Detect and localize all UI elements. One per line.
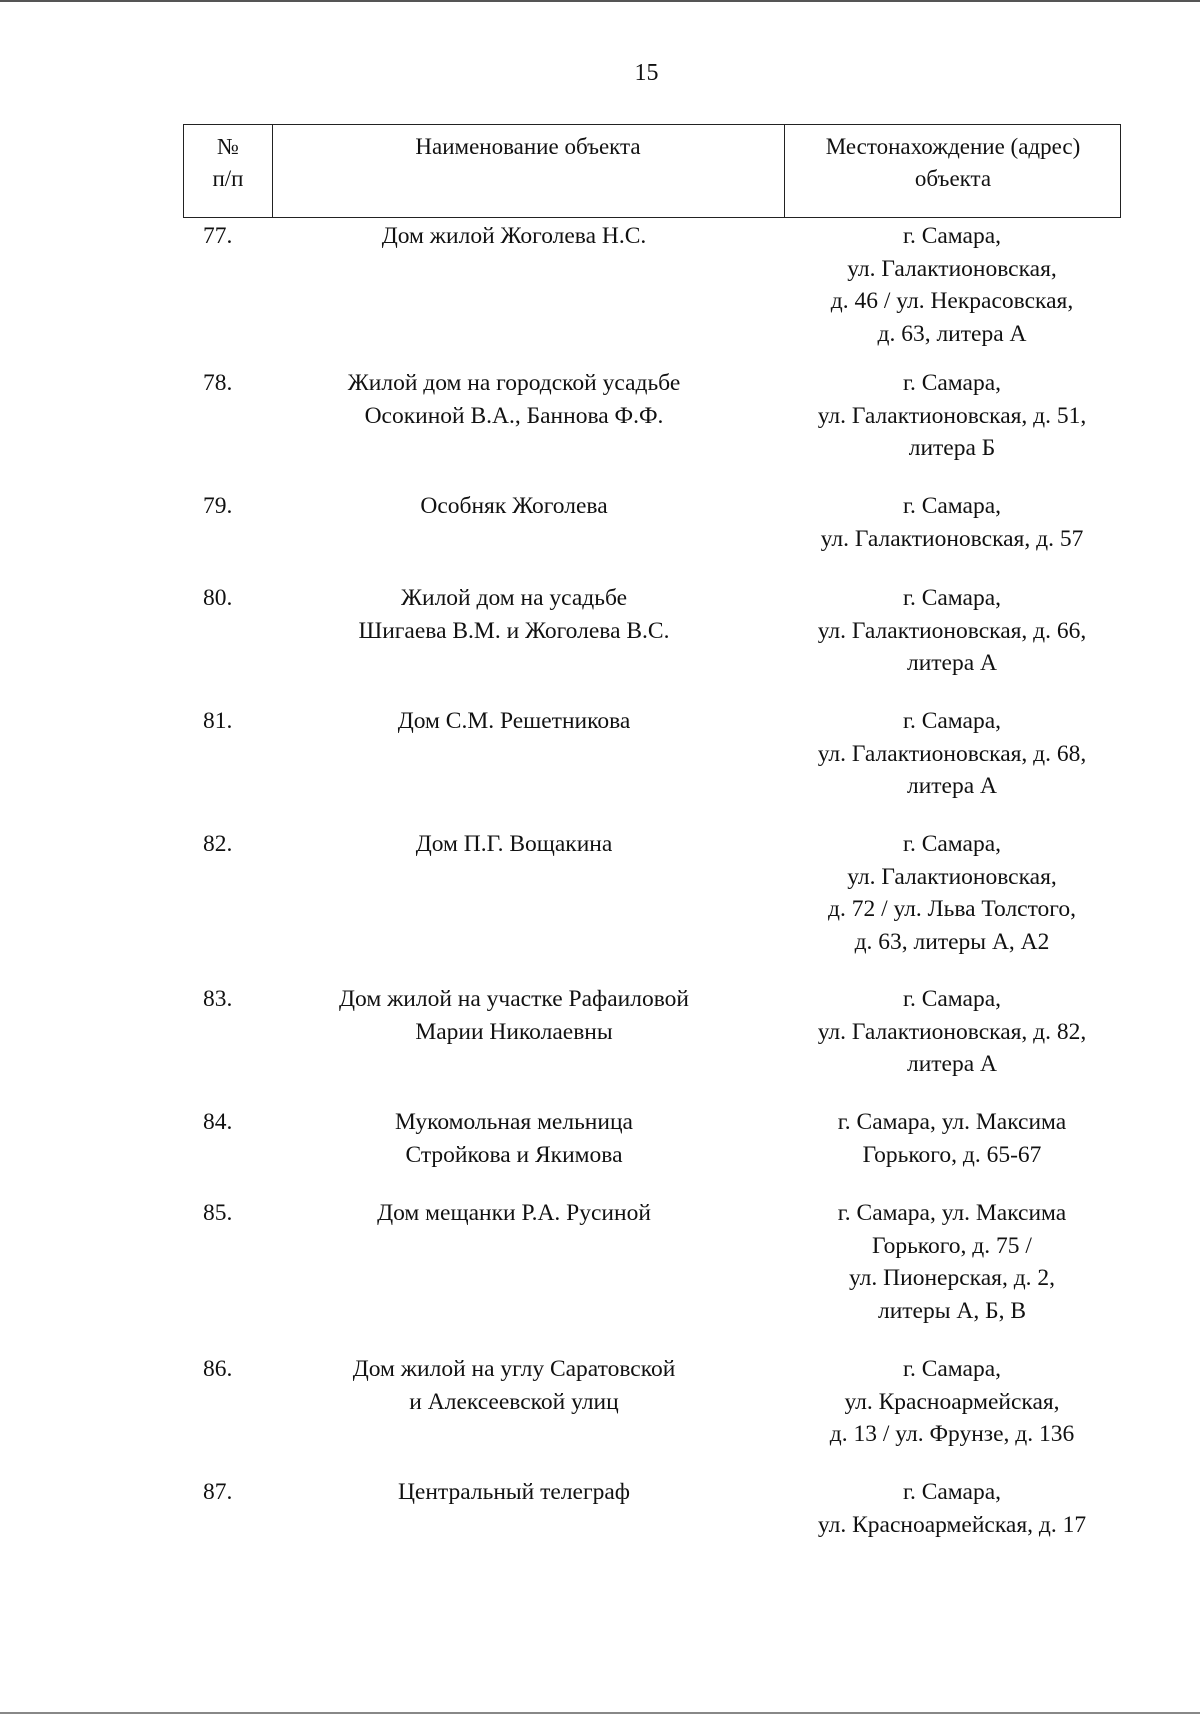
object-name: Центральный телеграф bbox=[397, 1479, 631, 1505]
header-object-address bbox=[784, 131, 1122, 195]
object-name: Жилой дом на городской усадьбе Осокиной В.А., Баннова Ф.Ф. bbox=[347, 370, 681, 429]
object-name: Дом П.Г. Вощакина bbox=[415, 831, 613, 857]
row-number: 81. bbox=[203, 708, 233, 734]
row-number: 82. bbox=[203, 831, 233, 857]
page-number: 15 bbox=[634, 60, 659, 86]
row-number: 86. bbox=[203, 1356, 233, 1382]
header-object-name bbox=[272, 131, 784, 163]
row-number: 87. bbox=[203, 1479, 233, 1505]
object-name: Дом С.М. Решетникова bbox=[397, 708, 631, 734]
object-address: г. Самара, ул. Галактионовская, д. 46 / ул. Некрасовская, д. 63, литера А bbox=[830, 223, 1074, 347]
object-name: Дом жилой на участке Рафаиловой Марии Николаевны bbox=[338, 986, 689, 1045]
object-name: Жилой дом на усадьбе Шигаева В.М. и Жоголева В.С. bbox=[358, 585, 670, 644]
object-name: Дом жилой Жоголева Н.С. bbox=[381, 223, 647, 249]
object-address: г. Самара, ул. Галактионовская, д. 51, литера Б bbox=[817, 370, 1087, 461]
header-object-name-text: Наименование объекта bbox=[415, 134, 641, 159]
row-number: 85. bbox=[203, 1200, 233, 1226]
row-number: 77. bbox=[203, 223, 233, 249]
header-number bbox=[184, 131, 272, 195]
object-address: г. Самара, ул. Галактионовская, д. 68, литера А bbox=[817, 708, 1087, 799]
table-header bbox=[183, 124, 1121, 218]
row-number: 79. bbox=[203, 493, 233, 519]
row-number: 83. bbox=[203, 986, 233, 1012]
object-address: г. Самара, ул. Максима Горького, д. 65-67 bbox=[837, 1109, 1067, 1168]
object-name: Особняк Жоголева bbox=[420, 493, 608, 519]
object-address: г. Самара, ул. Максима Горького, д. 75 / ул. Пионерская, д. 2, литеры А, Б, В bbox=[837, 1200, 1067, 1324]
object-address: г. Самара, ул. Галактионовская, д. 57 bbox=[820, 493, 1084, 552]
object-name: Дом жилой на углу Саратовской и Алексеевской улиц bbox=[352, 1356, 676, 1415]
row-number: 80. bbox=[203, 585, 233, 611]
object-address: г. Самара, ул. Галактионовская, д. 72 / ул. Льва Толстого, д. 63, литеры А, А2 bbox=[827, 831, 1076, 955]
header-object-address-text: Местонахождение (адрес) объекта bbox=[825, 134, 1081, 191]
row-number: 78. bbox=[203, 370, 233, 396]
object-address: г. Самара, ул. Красноармейская, д. 17 bbox=[817, 1479, 1087, 1538]
header-number-text: № п/п bbox=[212, 134, 244, 191]
object-name: Мукомольная мельница Стройкова и Якимова bbox=[395, 1109, 633, 1168]
object-address: г. Самара, ул. Галактионовская, д. 66, литера А bbox=[817, 585, 1087, 676]
object-address: г. Самара, ул. Красноармейская, д. 13 / ул. Фрунзе, д. 136 bbox=[829, 1356, 1075, 1447]
row-number: 84. bbox=[203, 1109, 233, 1135]
object-name: Дом мещанки Р.А. Русиной bbox=[377, 1200, 651, 1226]
scan-edge-bottom bbox=[0, 1712, 1200, 1714]
object-address: г. Самара, ул. Галактионовская, д. 82, литера А bbox=[817, 986, 1087, 1077]
scan-edge-top bbox=[0, 0, 1200, 2]
